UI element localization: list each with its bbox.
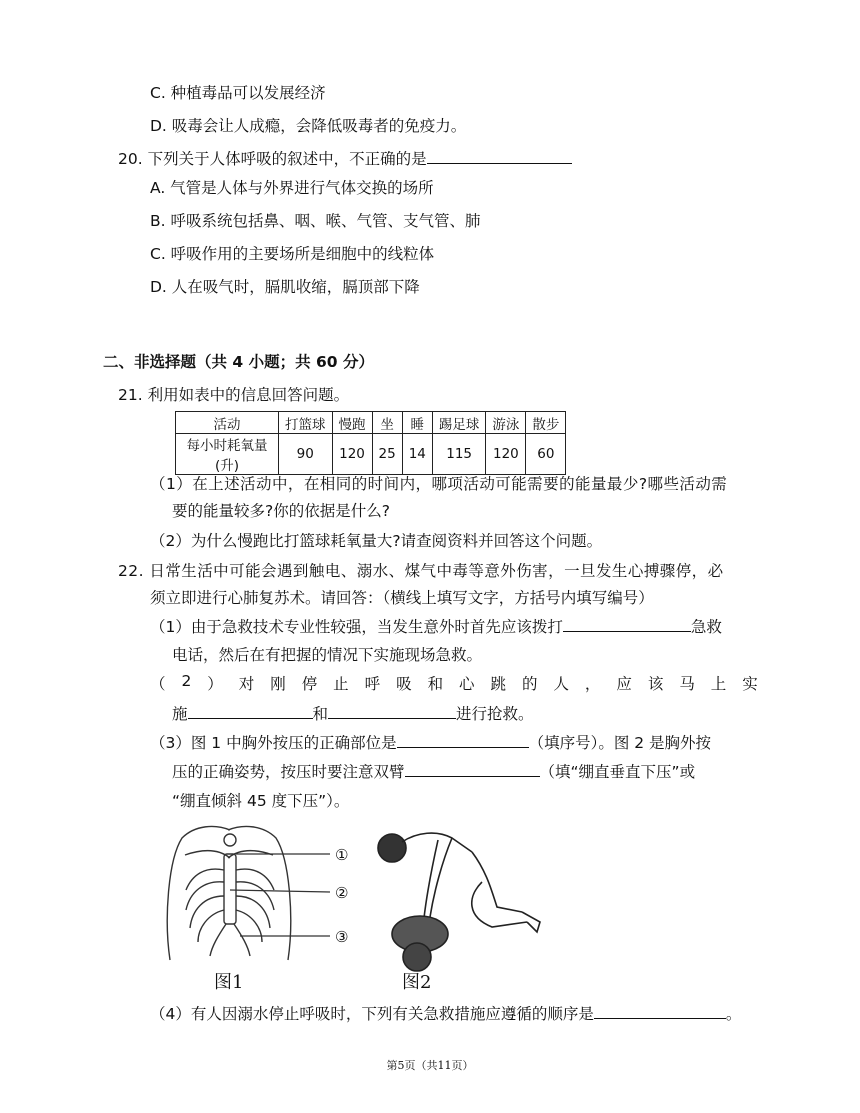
q22-part3-blank-1[interactable] xyxy=(397,746,529,748)
page-footer: 第5页（共11页） xyxy=(386,1059,474,1072)
q21-part2: （2）为什么慢跑比打篮球耗氧量大?请查阅资料并回答这个问题。 xyxy=(150,532,603,550)
q20-option-b: B. 呼吸系统包括鼻、咽、喉、气管、支气管、肺 xyxy=(150,212,481,230)
table-cell: 游泳 xyxy=(486,412,526,434)
q20-option-c: C. 呼吸作用的主要场所是细胞中的线粒体 xyxy=(150,245,435,263)
ribcage-figure xyxy=(160,820,365,965)
q22-part2-char: 对 xyxy=(238,675,255,693)
q21-part1-line1: （1）在上述活动中，在相同的时间内，哪项活动可能需要的能量最少?哪些活动需 xyxy=(150,475,728,493)
table-cell: 60 xyxy=(526,434,566,475)
table-cell: 散步 xyxy=(526,412,566,434)
q22-part1-line2: 电话，然后在有把握的情况下实施现场急救。 xyxy=(172,646,483,664)
q22-stem-line2: 须立即进行心肺复苏术。请回答：（横线上填写文字，方括号内填写编号） xyxy=(150,589,654,607)
q22-part2-blank-1[interactable] xyxy=(188,717,313,719)
q22-part2-char: 止 xyxy=(333,675,349,693)
q22-part4-end: 。 xyxy=(725,1005,742,1023)
q22-part2-char: 心 xyxy=(459,675,475,693)
table-cell: 活动 xyxy=(176,412,279,434)
q21-stem: 21. 利用如表中的信息回答问题。 xyxy=(118,386,350,404)
q22-part2-line1 xyxy=(150,672,758,694)
q22-part3-text-c: 压的正确姿势，按压时要注意双臂 xyxy=(172,763,405,781)
q22-part2-char: 刚 xyxy=(270,675,286,693)
q22-part2-char: 上 xyxy=(710,675,727,693)
table-row-header xyxy=(176,412,566,434)
fig1-label: 图1 xyxy=(214,972,244,993)
q22-part3-line2 xyxy=(172,760,695,782)
q22-part2-char: 马 xyxy=(679,675,695,693)
q22-part1-line1 xyxy=(150,615,722,637)
q22-part1-text-b: 急救 xyxy=(690,618,722,636)
fig1-marker-2: ② xyxy=(335,884,349,902)
q22-part3-text-a: （3）图 1 中胸外按压的正确部位是 xyxy=(150,734,397,752)
q22-part2-char: （ xyxy=(150,675,166,693)
q22-part1-blank[interactable] xyxy=(563,630,691,632)
q22-part2-char: 该 xyxy=(647,675,664,693)
table-cell: 120 xyxy=(332,434,372,475)
q22-part2-blank-2[interactable] xyxy=(328,717,456,719)
q19-option-c: C. 种植毒品可以发展经济 xyxy=(150,84,326,102)
table-cell: 25 xyxy=(372,434,402,475)
q22-part3-line3: “绷直倾斜 45 度下压”）。 xyxy=(172,792,350,810)
table-cell: 90 xyxy=(279,434,333,475)
table-cell: 坐 xyxy=(372,412,402,434)
table-cell: 睡 xyxy=(402,412,432,434)
q20-option-a: A. 气管是人体与外界进行气体交换的场所 xyxy=(150,179,434,197)
q22-part1-text-a: （1）由于急救技术专业性较强，当发生意外时首先应该拨打 xyxy=(150,618,563,636)
cpr-figure xyxy=(372,822,547,972)
q22-part2-char: 应 xyxy=(616,675,632,693)
q22-part2-text-c: 进行抢救。 xyxy=(456,705,534,723)
q22-part2-char: 2 xyxy=(181,672,192,690)
q22-part2-line2 xyxy=(172,702,534,724)
q22-part2-char: ， xyxy=(584,675,601,693)
table-cell: 14 xyxy=(402,434,432,475)
q22-part3-blank-2[interactable] xyxy=(405,775,540,777)
q21-part1-line2: 要的能量较多?你的依据是什么? xyxy=(172,502,390,520)
table-row-values xyxy=(176,434,566,475)
q22-part2-char: 呼 xyxy=(364,675,381,693)
q22-part2-char: 的 xyxy=(521,675,538,693)
q22-part4 xyxy=(150,1002,741,1024)
q22-part2-char: 吸 xyxy=(396,675,412,693)
table-cell: 打篮球 xyxy=(279,412,333,434)
fig1-marker-3: ③ xyxy=(335,928,349,946)
q19-option-d: D. 吸毒会让人成瘾，会降低吸毒者的免疫力。 xyxy=(150,117,467,135)
q22-part2-char: 停 xyxy=(301,675,318,693)
table-cell: 每小时耗氧量(升) xyxy=(176,434,279,475)
q20-option-d: D. 人在吸气时，膈肌收缩，膈顶部下降 xyxy=(150,278,420,296)
q22-part2-char: 和 xyxy=(427,675,444,693)
table-cell: 踢足球 xyxy=(432,412,486,434)
q22-part2-char: 人 xyxy=(553,675,569,693)
q22-part4-text: （4）有人因溺水停止呼吸时，下列有关急救措施应遵循的顺序是 xyxy=(150,1005,594,1023)
section-heading: 二、非选择题（共 4 小题；共 60 分） xyxy=(103,353,374,371)
q22-part4-blank[interactable] xyxy=(594,1017,726,1019)
q22-part3-text-b: （填序号）。图 2 是胸外按 xyxy=(528,734,712,752)
table-cell: 120 xyxy=(486,434,526,475)
q22-part3-text-d: （填“绷直垂直下压”或 xyxy=(539,763,696,781)
q22-part2-text-a: 施 xyxy=(172,705,188,723)
table-cell: 慢跑 xyxy=(332,412,372,434)
q22-part2-text-b: 和 xyxy=(312,705,329,723)
q22-part2-char: ） xyxy=(207,675,223,693)
fig2-label: 图2 xyxy=(402,972,432,993)
q20-answer-blank[interactable] xyxy=(427,162,572,164)
q22-stem-line1: 22. 日常生活中可能会遇到触电、溺水、煤气中毒等意外伤害，一旦发生心搏骤停，必 xyxy=(118,562,724,580)
q22-part2-char: 实 xyxy=(742,675,758,693)
q22-part2-char: 跳 xyxy=(490,675,507,693)
q22-part3-line1 xyxy=(150,731,711,753)
table-cell: 115 xyxy=(432,434,486,475)
fig1-marker-1: ① xyxy=(335,846,349,864)
q20-stem-text: 20. 下列关于人体呼吸的叙述中，不正确的是 xyxy=(118,150,427,168)
q20-stem xyxy=(118,147,572,169)
activity-oxygen-table xyxy=(175,411,566,475)
